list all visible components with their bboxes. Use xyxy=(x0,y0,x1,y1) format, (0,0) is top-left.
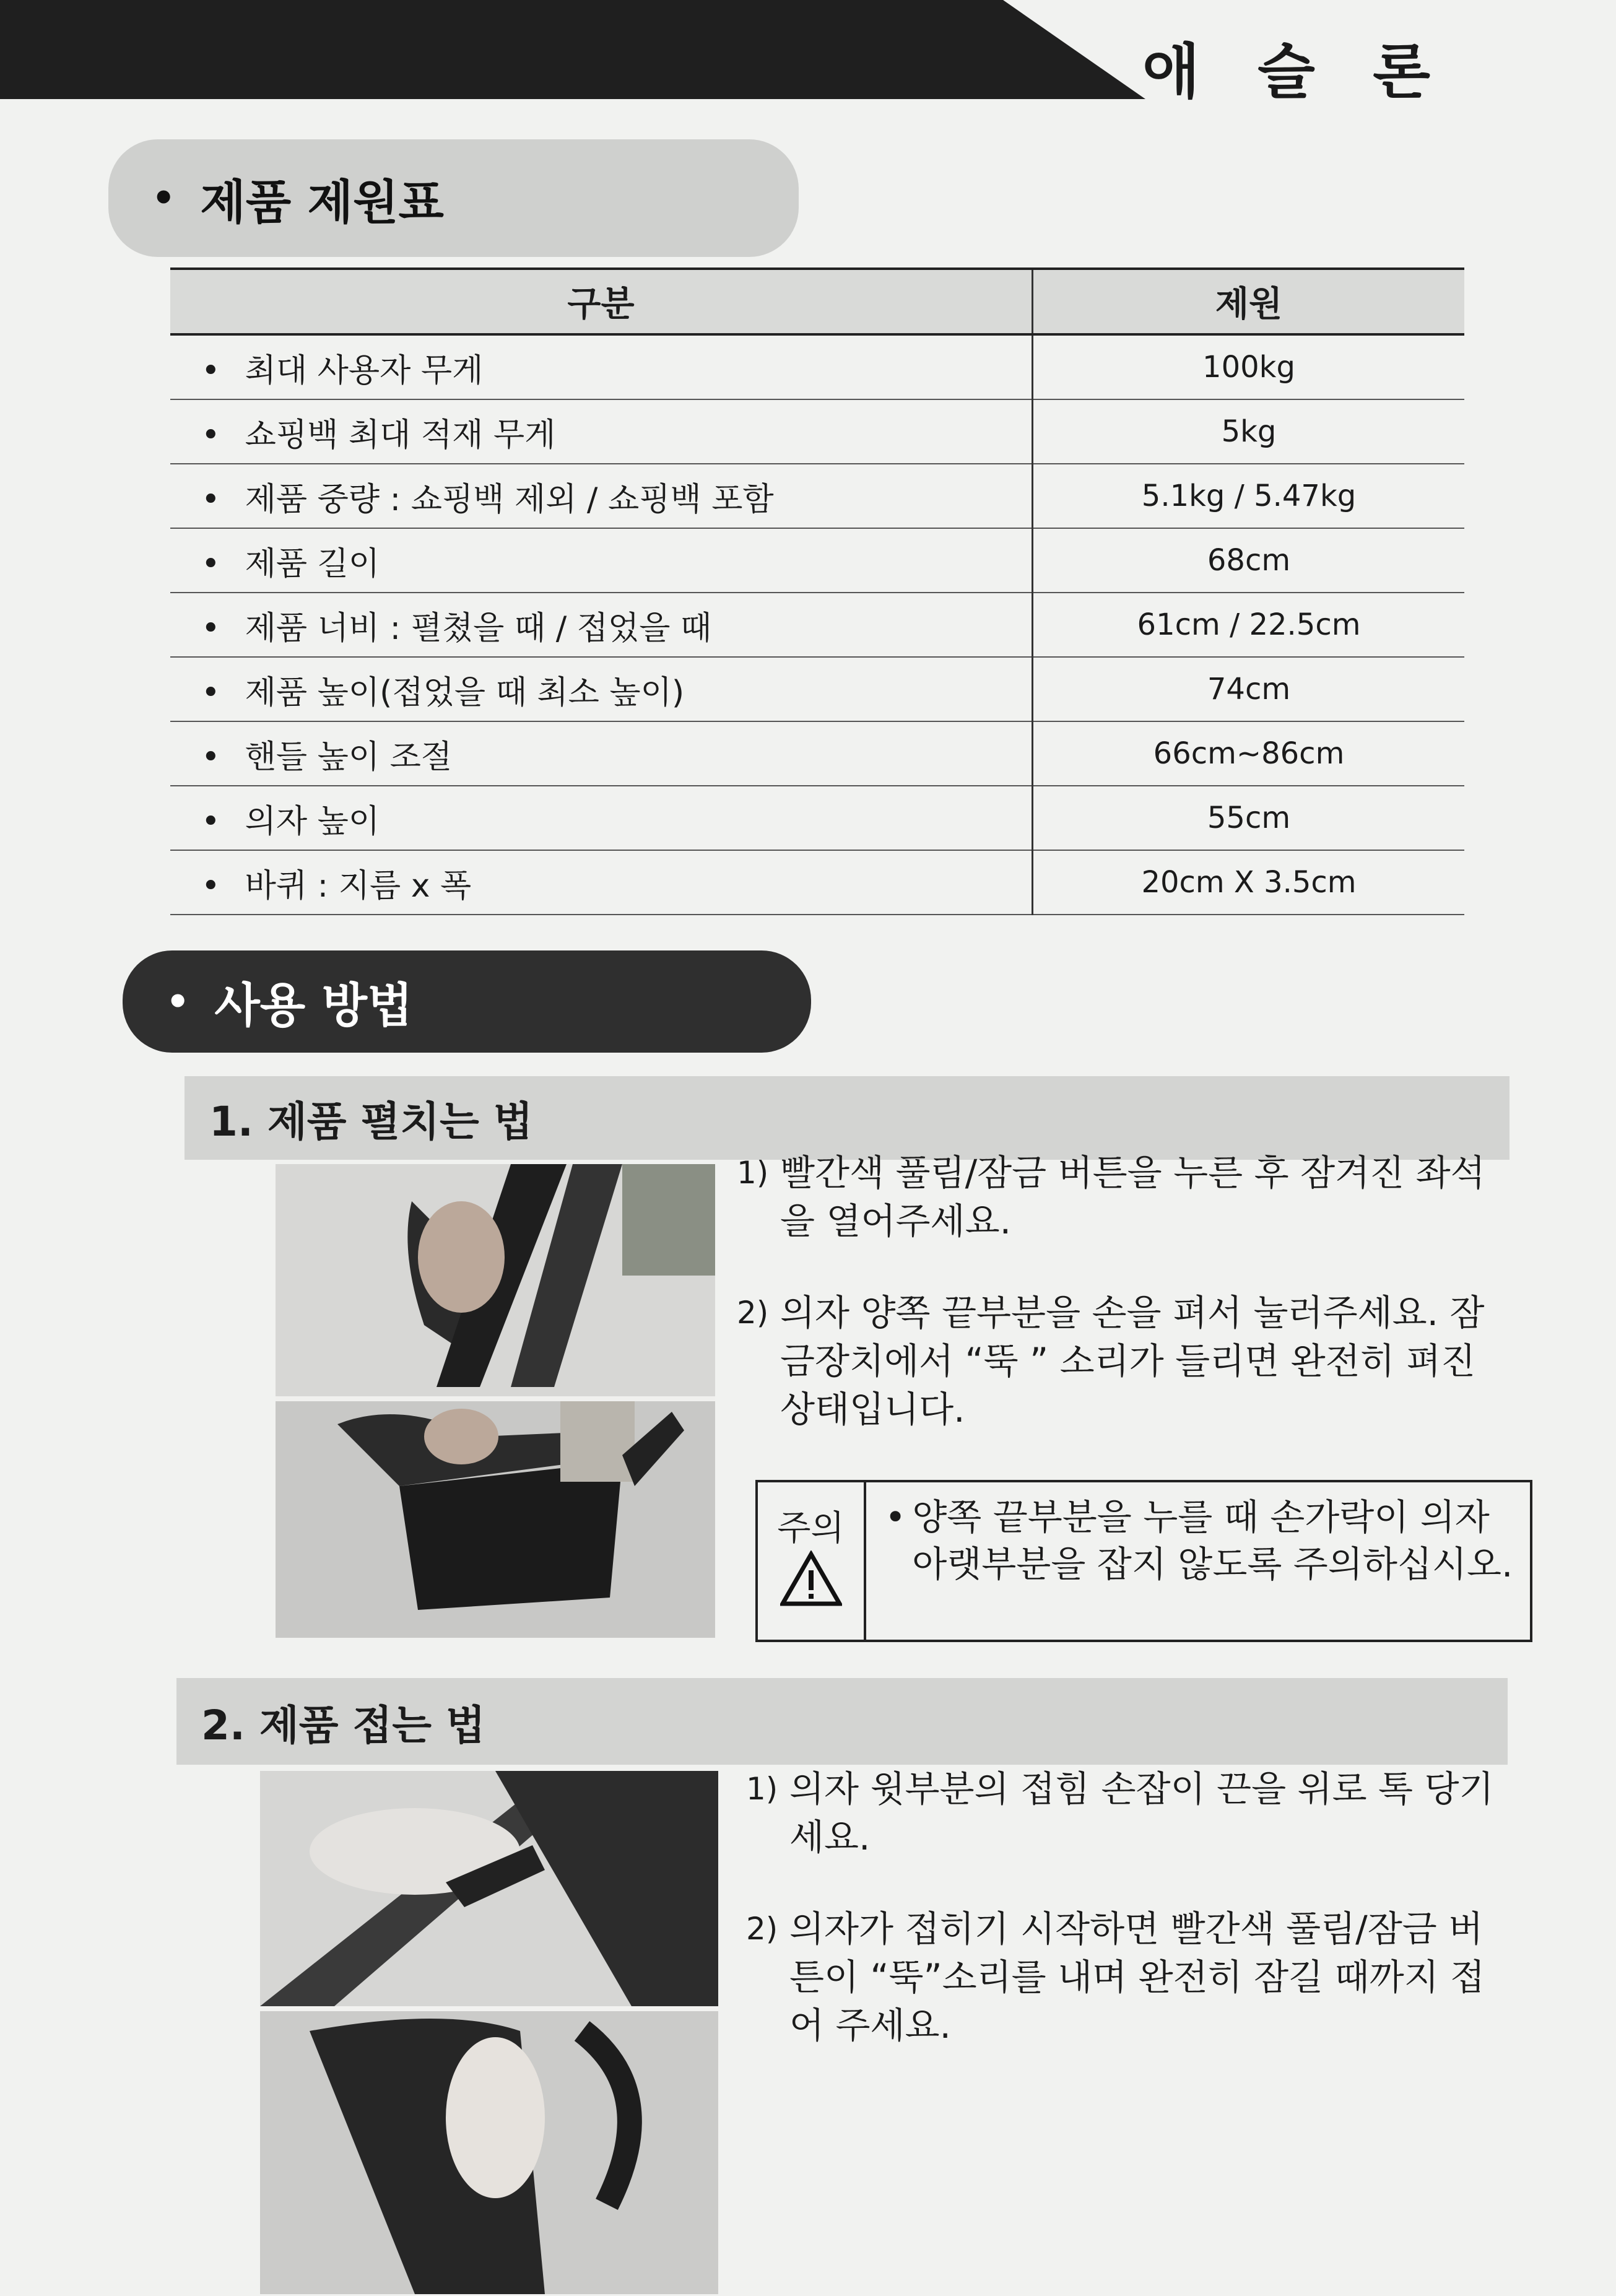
spec-label: 바퀴 : 지름 x 폭 xyxy=(245,867,472,905)
column-header-category: 구분 xyxy=(170,269,1033,334)
spec-label: 제품 높이(접었을 때 최소 높이) xyxy=(245,674,685,711)
rollator-fold-photo xyxy=(260,1771,718,2294)
spec-value: 5.1kg / 5.47kg xyxy=(1033,464,1465,528)
step-number: 1) xyxy=(737,1155,769,1191)
step-text: 빨간색 풀림/잠금 버튼을 누른 후 잠겨진 좌석을 열어주세요. xyxy=(780,1152,1485,1242)
spec-table-header xyxy=(170,269,1464,334)
spec-value: 5kg xyxy=(1033,399,1465,464)
step-number: 2) xyxy=(746,1911,778,1947)
table-row: • 핸들 높이 조절 66cm~86cm xyxy=(170,721,1464,786)
caution-text: 양쪽 끝부분을 누를 때 손가락이 의자 아랫부분을 잡지 않도록 주의하십시오. xyxy=(912,1496,1513,1585)
list-item xyxy=(737,1149,1498,1245)
list-item xyxy=(746,1905,1508,2050)
list-item xyxy=(737,1289,1498,1433)
spec-value: 74cm xyxy=(1033,657,1465,721)
step-number: 1) xyxy=(746,1771,778,1807)
unfold-steps xyxy=(737,1149,1498,1477)
fold-subtitle: 2. 제품 접는 법 xyxy=(176,1678,1508,1765)
caution-label: 주의 xyxy=(777,1508,845,1549)
spec-section-title xyxy=(108,139,799,257)
bullet-icon: • xyxy=(885,1496,906,1538)
spec-value: 100kg xyxy=(1033,334,1465,399)
step-text: 의자 윗부분의 접힘 손잡이 끈을 위로 톡 당기세요. xyxy=(789,1768,1494,1858)
step-number: 2) xyxy=(737,1295,769,1331)
spec-value: 61cm / 22.5cm xyxy=(1033,593,1465,657)
spec-table xyxy=(170,267,1464,915)
spec-value: 55cm xyxy=(1033,786,1465,850)
spec-label: 제품 너비 : 펼쳤을 때 / 접었을 때 xyxy=(245,609,712,647)
header-dark-band xyxy=(0,0,1145,99)
table-row: • 최대 사용자 무게 100kg xyxy=(170,334,1464,399)
spec-label: 최대 사용자 무게 xyxy=(245,352,484,389)
spec-value: 68cm xyxy=(1033,528,1465,593)
table-row: • 의자 높이 55cm xyxy=(170,786,1464,850)
table-row: • 제품 높이(접었을 때 최소 높이) 74cm xyxy=(170,657,1464,721)
spec-label: 쇼핑백 최대 적재 무게 xyxy=(245,416,556,454)
warning-triangle-icon xyxy=(780,1550,842,1606)
spec-label: 핸들 높이 조절 xyxy=(245,738,453,776)
table-row: • 제품 길이 68cm xyxy=(170,528,1464,593)
spec-label: 의자 높이 xyxy=(245,802,380,840)
spec-section-title-text: 제품 제원표 xyxy=(200,174,444,230)
list-item xyxy=(746,1765,1508,1861)
table-row: • 바퀴 : 지름 x 폭 20cm X 3.5cm xyxy=(170,850,1464,915)
usage-section-title xyxy=(123,950,811,1053)
table-row: • 제품 너비 : 펼쳤을 때 / 접었을 때 61cm / 22.5cm xyxy=(170,593,1464,657)
brand-name: 애 슬 론 xyxy=(1142,37,1449,107)
step-text: 의자 양쪽 끝부분을 손을 펴서 눌러주세요. 잠금장치에서 “뚝 ” 소리가 들리면 완전히 펴진 상태입니다. xyxy=(780,1292,1485,1430)
fold-steps xyxy=(746,1765,1508,2093)
bullet-icon: • xyxy=(152,176,176,220)
step-text: 의자가 접히기 시작하면 빨간색 풀림/잠금 버튼이 “뚝”소리를 내며 완전히 잠길 때까지 접어 주세요. xyxy=(789,1908,1485,2046)
table-row: • 제품 중량 : 쇼핑백 제외 / 쇼핑백 포함 5.1kg / 5.47kg xyxy=(170,464,1464,528)
rollator-unfold-photo xyxy=(276,1164,715,1638)
bullet-icon: • xyxy=(166,980,190,1024)
column-header-spec: 제원 xyxy=(1033,269,1465,334)
table-row: • 쇼핑백 최대 적재 무게 5kg xyxy=(170,399,1464,464)
spec-value: 20cm X 3.5cm xyxy=(1033,850,1465,915)
spec-value: 66cm~86cm xyxy=(1033,721,1465,786)
usage-section-title-text: 사용 방법 xyxy=(214,978,413,1033)
caution-box xyxy=(755,1480,1532,1642)
unfold-subtitle: 1. 제품 펼치는 법 xyxy=(185,1076,1510,1160)
spec-label: 제품 길이 xyxy=(245,545,380,583)
spec-label: 제품 중량 : 쇼핑백 제외 / 쇼핑백 포함 xyxy=(245,481,774,518)
